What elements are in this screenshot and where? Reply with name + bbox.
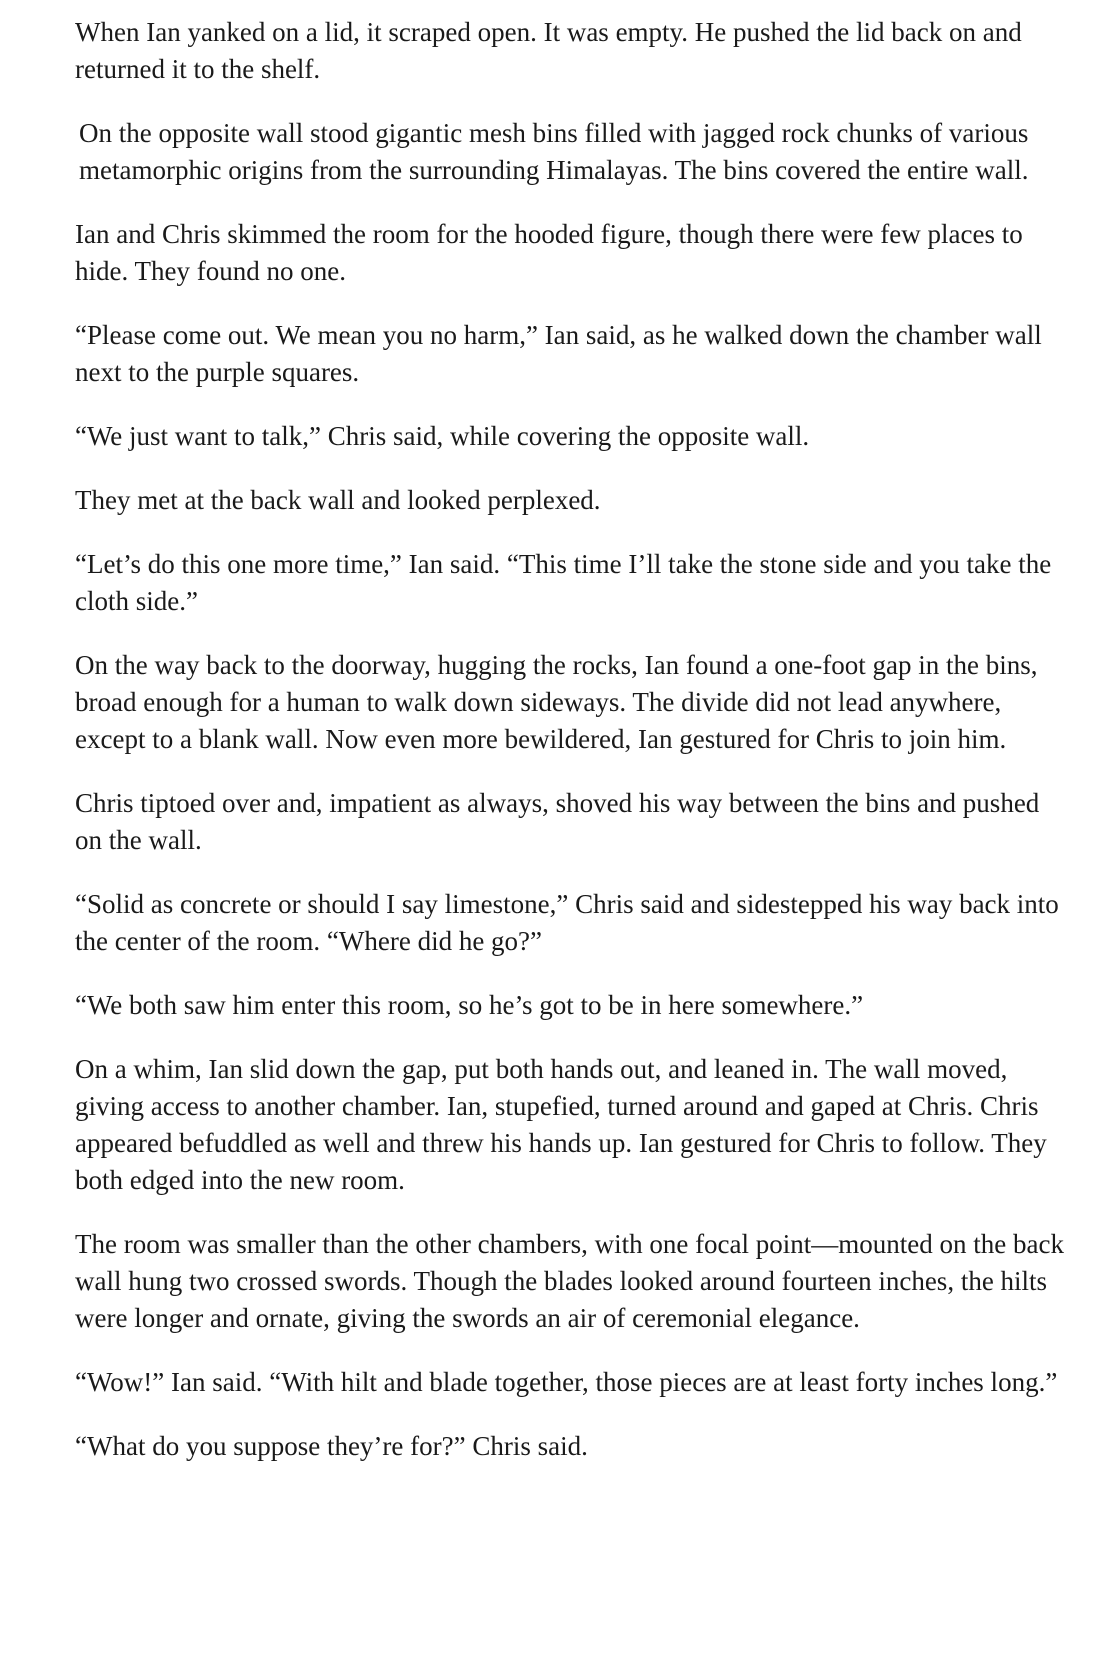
paragraph-9: Chris tiptoed over and, impatient as always, shoved his way between the bins and pushed on the wall. <box>75 788 1040 855</box>
paragraph-4: “Please come out. We mean you no harm,” Ian said, as he walked down the chamber wall next to the purple squares. <box>75 320 1042 387</box>
paragraph-14: “Wow!” Ian said. “With hilt and blade together, those pieces are at least forty inches long.” <box>75 1367 1058 1397</box>
paragraph-13: The room was smaller than the other chambers, with one focal point—mounted on the back wall hung two crossed swords. Though the blades looked around fourteen inches, the hilts were longer and ornate, giving the swords an air of ceremonial elegance. <box>75 1229 1064 1333</box>
paragraph-15: “What do you suppose they’re for?” Chris said. <box>75 1431 588 1461</box>
paragraph-11: “We both saw him enter this room, so he’s got to be in here somewhere.” <box>75 990 864 1020</box>
paragraph-3: Ian and Chris skimmed the room for the hooded figure, though there were few places to hide. They found no one. <box>75 219 1023 286</box>
paragraph-12: On a whim, Ian slid down the gap, put both hands out, and leaned in. The wall moved, giving access to another chamber. Ian, stupefied, turned around and gaped at Chris. Chris appeared befuddled as well and threw his hands up. Ian gestured for Chris to follow. They both edged into the new room. <box>75 1054 1047 1195</box>
paragraph-2: On the opposite wall stood gigantic mesh bins filled with jagged rock chunks of various metamorphic origins from the surrounding Himalayas. The bins covered the entire wall. <box>79 118 1029 185</box>
paragraph-6: They met at the back wall and looked perplexed. <box>75 485 601 515</box>
paragraph-1: When Ian yanked on a lid, it scraped open. It was empty. He pushed the lid back on and returned it to the shelf. <box>75 17 1022 84</box>
paragraph-8: On the way back to the doorway, hugging the rocks, Ian found a one-foot gap in the bins, broad enough for a human to walk down sideways. The divide did not lead anywhere, except to a blank wall. Now even more bewildered, Ian gestured for Chris to join him. <box>75 650 1038 754</box>
paragraph-10: “Solid as concrete or should I say limestone,” Chris said and sidestepped his way back into the center of the room. “Where did he go?” <box>75 889 1059 956</box>
paragraph-5: “We just want to talk,” Chris said, while covering the opposite wall. <box>75 421 810 451</box>
paragraph-7: “Let’s do this one more time,” Ian said. “This time I’ll take the stone side and you take the cloth side.” <box>75 549 1052 616</box>
